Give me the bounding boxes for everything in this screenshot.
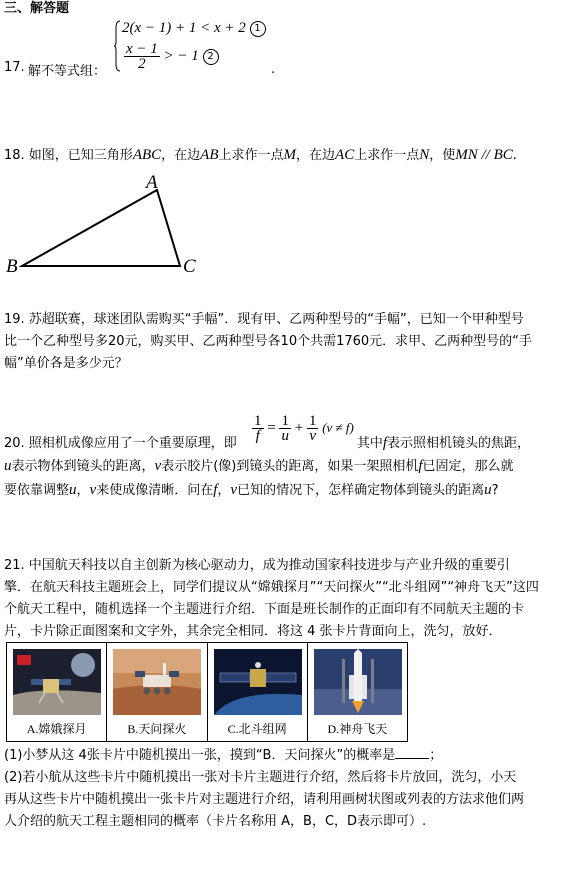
- vertex-label-b: B: [6, 256, 18, 277]
- q17-inequality-2: $\frac{x - 1}{2}$ > − 1 2: [124, 42, 219, 71]
- lens-formula: $\frac{1}{f}$ = $\frac{1}{u}$ + $\frac{1}{v}$ (v ≠ f): [254, 413, 354, 444]
- q21-sub-2-line-1: (2)若小航从这些卡片中随机摸出一张对卡片主题进行介绍，然后将卡片放回，洗匀，小天: [4, 770, 517, 785]
- circled-mark-1: 1: [250, 21, 266, 37]
- q19-line-1: 19. 苏超联赛，球迷团队需购买“手幅”．现有甲、乙两种型号的“手幅”，已知一个甲种型号: [4, 312, 524, 327]
- q17-inequality-1: 2(x − 1) + 1 < x + 2 1: [122, 20, 266, 37]
- circled-mark-2: 2: [203, 49, 219, 65]
- formula-frac-v: $\frac{1}{v}$: [308, 413, 317, 444]
- q20-line-3: 要依靠调整u，v来使成像清晰．问在f，v已知的情况下，怎样确定物体到镜头的距离u?: [4, 482, 499, 498]
- section-title: 三、解答题: [4, 1, 70, 16]
- q17-number: 17.: [4, 60, 25, 75]
- card-a-caption: A.嫦娥探月: [26, 722, 87, 736]
- beidou-satellite-image: [214, 649, 302, 715]
- q21-line-2: 擎．在航天科技主题班会上，同学们提议从“嫦娥探月”“天问探火”“北斗组网”“神舟飞天”这四: [4, 580, 539, 595]
- lunar-exploration-image: [13, 649, 101, 715]
- q21-subquestions: [4, 745, 566, 833]
- q20-line-1: 20. 照相机成像应用了一个重要原理，即 其中f表示照相机镜头的焦距，: [4, 435, 531, 451]
- formula-frac-u: $\frac{1}{u}$: [281, 413, 289, 444]
- triangle-abc: [22, 190, 180, 266]
- question-21: [4, 555, 566, 643]
- formula-frac-f: $\frac{1}{f}$: [254, 413, 262, 444]
- vertex-label-a: A: [146, 172, 158, 193]
- card-c: [208, 643, 308, 741]
- card-table: [6, 642, 408, 742]
- fraction: $\frac{x - 1}{2}$: [126, 41, 158, 72]
- q19-line-2: 比一个乙种型号多20元，购买甲、乙两种型号各10个共需1760元．求甲、乙两种型号的“手: [4, 334, 532, 349]
- q20-line-2: u表示物体到镜头的距离，v表示胶片(像)到镜头的距离，如果一架照相机f已固定，那么就: [4, 458, 514, 474]
- card-d: [308, 643, 407, 741]
- q21-line-1: 21. 中国航天科技以自主创新为核心驱动力，成为推动国家科技进步与产业升级的重要引: [4, 558, 510, 573]
- card-a: [7, 643, 107, 741]
- answer-blank: [395, 746, 429, 759]
- q21-sub-1: (1)小梦从这 4张卡片中随机摸出一张，摸到“B．天问探火”的概率是 ；: [4, 748, 443, 763]
- card-d-caption: D.神舟飞天: [327, 722, 388, 736]
- brace-symbol: [114, 20, 120, 72]
- q19-line-3: 幅”单价各是多少元？: [4, 356, 128, 371]
- card-c-caption: C.北斗组网: [227, 722, 287, 736]
- q21-sub-2-line-3: 人介绍的航天工程主题相同的概率（卡片名称用 A，B，C，D表示即可）.: [4, 814, 427, 829]
- mars-exploration-image: [113, 649, 201, 715]
- q21-sub-2-line-2: 再从这些卡片中随机摸出一张卡片对主题进行介绍，请利用画树状图或列表的方法求他们两: [4, 792, 525, 807]
- q21-line-3: 个航天工程中，随机选择一个主题进行介绍．下面是班长制作的正面印有不同航天主题的卡: [4, 602, 525, 617]
- shenzhou-rocket-image: [314, 649, 402, 715]
- vertex-label-c: C: [183, 256, 196, 277]
- question-19: [4, 309, 566, 375]
- card-b: [107, 643, 207, 741]
- card-b-caption: B.天问探火: [127, 722, 187, 736]
- q18-text: 18. 如图，已知三角形ABC，在边AB上求作一点M，在边AC上求作一点N，使MN // BC.: [4, 147, 517, 163]
- q21-line-4: 片，卡片除正面图案和文字外，其余完全相同．将这 4 张卡片背面向上，洗匀，放好．: [4, 624, 502, 639]
- q17-prompt: 解不等式组：: [28, 64, 107, 79]
- q17-end-dot: .: [271, 62, 276, 77]
